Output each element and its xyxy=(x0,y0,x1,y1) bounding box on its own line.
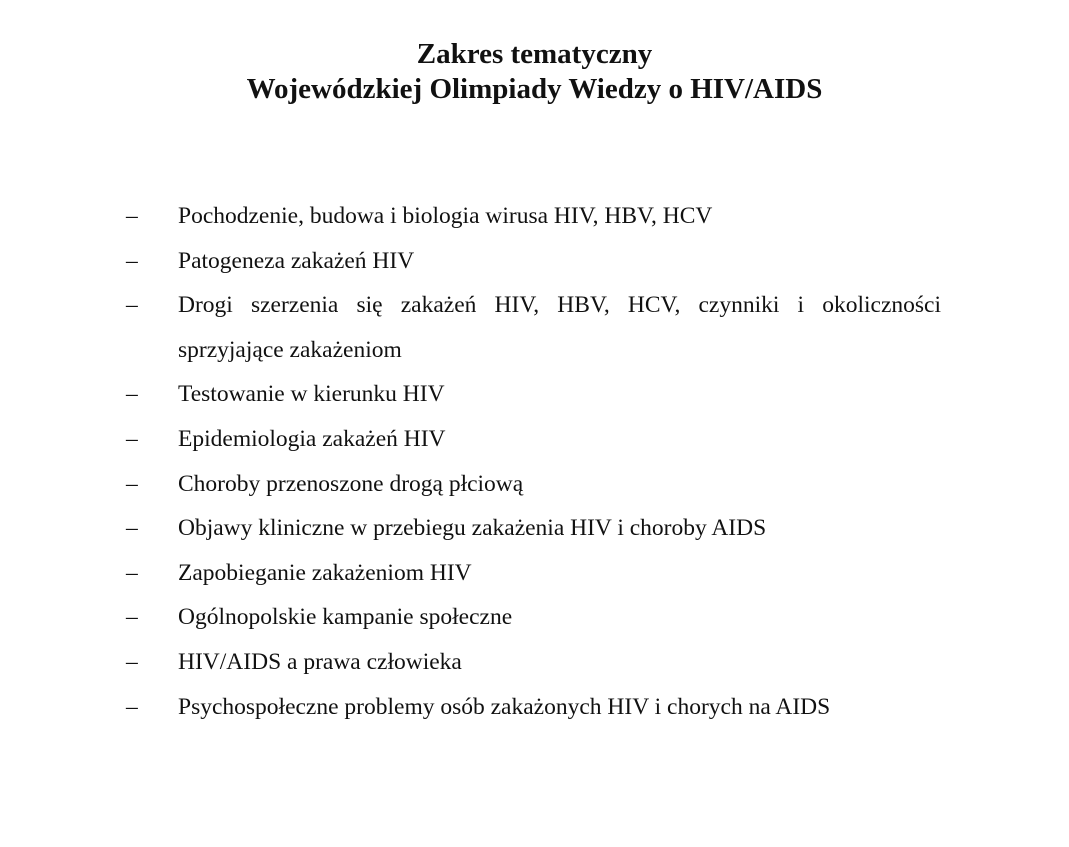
page-title xyxy=(0,37,1069,107)
list-item-text: Psychospołeczne problemy osób zakażonych HIV i chorych na AIDS xyxy=(178,693,831,720)
bullet-dash: – xyxy=(126,425,138,452)
bullet-dash: – xyxy=(126,604,138,631)
list-item-text: Patogeneza zakażeń HIV xyxy=(178,247,415,274)
bullet-dash: – xyxy=(126,648,138,675)
list-item-text: Pochodzenie, budowa i biologia wirusa HIV, HBV, HCV xyxy=(178,203,713,229)
list-item xyxy=(0,685,1069,730)
list-item-text: Zapobieganie zakażeniom HIV xyxy=(178,559,472,586)
title-line-2: Wojewódzkiej Olimpiady Wiedzy o HIV/AIDS xyxy=(246,73,823,105)
list-item xyxy=(0,595,1069,640)
list-item xyxy=(0,283,1069,372)
list-item-text: Choroby przenoszone drogą płciową xyxy=(178,470,524,497)
list-item-text: HIV/AIDS a prawa człowieka xyxy=(178,648,462,675)
list-item-text: Ogólnopolskie kampanie społeczne xyxy=(178,604,513,631)
list-item-text: Drogi szerzenia się zakażeń HIV, HBV, HCV, czynniki i okoliczności sprzyjające zakażeniom xyxy=(178,292,941,363)
list-item xyxy=(0,640,1069,685)
bullet-dash: – xyxy=(126,559,138,586)
bullet-dash: – xyxy=(126,203,138,229)
list-item xyxy=(0,372,1069,417)
list-item xyxy=(0,239,1069,284)
bullet-dash: – xyxy=(126,381,138,408)
list-item xyxy=(0,551,1069,596)
bullet-dash: – xyxy=(126,693,138,720)
bullet-dash: – xyxy=(126,470,138,497)
bullet-dash: – xyxy=(126,515,138,542)
list-item-text: Objawy kliniczne w przebiegu zakażenia HIV i choroby AIDS xyxy=(178,515,767,542)
list-item-text: Testowanie w kierunku HIV xyxy=(178,381,445,408)
list-item-text: Epidemiologia zakażeń HIV xyxy=(178,425,446,452)
bullet-dash: – xyxy=(126,292,138,319)
list-item xyxy=(0,417,1069,462)
list-item xyxy=(0,194,1069,239)
list-item xyxy=(0,462,1069,507)
bullet-dash: – xyxy=(126,247,138,274)
list-item xyxy=(0,506,1069,551)
topic-list xyxy=(0,194,1069,729)
title-line-1: Zakres tematyczny xyxy=(416,38,653,70)
